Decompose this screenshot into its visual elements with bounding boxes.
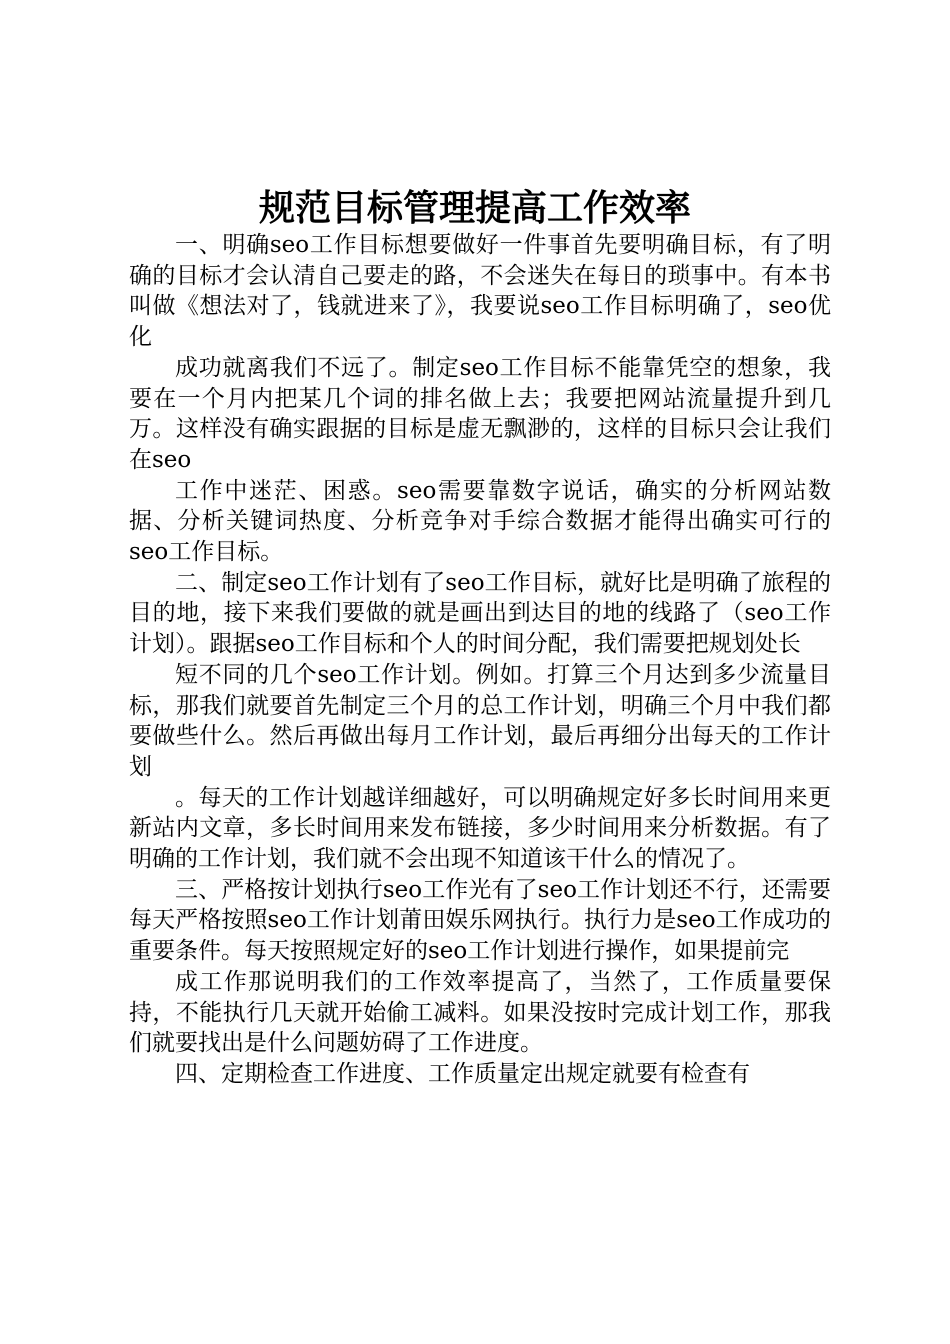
paragraph: 二、制定seo工作计划有了seo工作目标，就好比是明确了旅程的目的地，接下来我们要做的就是画出到达目的地的线路了（seo工作计划）。跟据seo工作目标和个人的时间分配，我们需要把规划处长 [129, 569, 831, 658]
paragraph: 短不同的几个seo工作计划。例如。打算三个月达到多少流量目标，那我们就要首先制定三个月的总工作计划，明确三个月中我们都要做些什么。然后再做出每月工作计划，最后再细分出每天的工作计划 [129, 661, 831, 780]
paragraph: 成功就离我们不远了。制定seo工作目标不能靠凭空的想象，我要在一个月内把某几个词的排名做上去；我要把网站流量提升到几万。这样没有确实跟据的目标是虚无飘渺的，这样的目标只会让我们在seo [129, 354, 831, 473]
paragraph: 成工作那说明我们的工作效率提高了，当然了，工作质量要保持，不能执行几天就开始偷工减料。如果没按时完成计划工作，那我们就要找出是什么问题妨碍了工作进度。 [129, 968, 831, 1057]
paragraph: 一、明确seo工作目标想要做好一件事首先要明确目标，有了明确的目标才会认清自己要走的路，不会迷失在每日的琐事中。有本书叫做《想法对了，钱就进来了》，我要说seo工作目标明确了，seo优化 [129, 232, 831, 351]
paragraph: 。每天的工作计划越详细越好，可以明确规定好多长时间用来更新站内文章，多长时间用来发布链接，多少时间用来分析数据。有了明确的工作计划，我们就不会出现不知道该干什么的情况了。 [129, 784, 831, 873]
paragraph: 四、定期检查工作进度、工作质量定出规定就要有检查有 [175, 1060, 750, 1087]
paragraph: 工作中迷茫、困惑。seo需要靠数字说话，确实的分析网站数据、分析关键词热度、分析竞争对手综合数据才能得出确实可行的seo工作目标。 [129, 477, 831, 566]
paragraph: 三、严格按计划执行seo工作光有了seo工作计划还不行，还需要每天严格按照seo工作计划莆田娱乐网执行。执行力是seo工作成功的重要条件。每天按照规定好的seo工作计划进行操作，如果提前完 [129, 876, 831, 965]
document-body [129, 230, 831, 1090]
document-title: 规范目标管理提高工作效率 [258, 187, 691, 229]
